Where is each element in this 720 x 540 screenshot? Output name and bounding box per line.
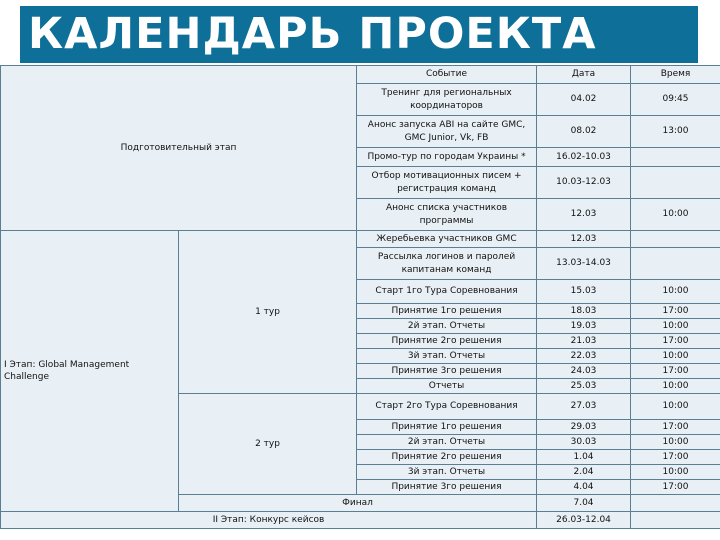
time-cell: 17:00 [631,450,720,465]
date-cell: 24.03 [537,364,631,379]
round-label-2: 2 тур [179,394,357,495]
date-cell: 18.03 [537,304,631,319]
time-cell: 10:00 [631,319,720,334]
time-cell [631,495,720,512]
time-cell: 13:00 [631,116,720,148]
time-cell: 17:00 [631,480,720,495]
time-cell [631,148,720,167]
calendar-table [0,65,720,529]
date-cell: 30.03 [537,435,631,450]
date-cell: 10.03-12.03 [537,167,631,199]
date-cell: 19.03 [537,319,631,334]
date-cell: 12.03 [537,231,631,248]
stage-label-prep: Подготовительный этап [1,66,357,231]
event-cell: 2й этап. Отчеты [357,319,537,334]
date-cell: 4.04 [537,480,631,495]
final-label: Финал [179,495,537,512]
event-cell: 2й этап. Отчеты [357,435,537,450]
event-cell: Принятие 2го решения [357,334,537,349]
date-cell: 27.03 [537,394,631,420]
event-cell: Отчеты [357,379,537,394]
header-event: Событие [357,66,537,84]
time-cell: 10:00 [631,379,720,394]
time-cell [631,248,720,280]
time-cell: 17:00 [631,304,720,319]
event-cell: Анонс списка участников программы [357,199,537,231]
time-cell: 09:45 [631,84,720,116]
time-cell: 10:00 [631,465,720,480]
round-label-1: 1 тур [179,231,357,394]
table-header-row [1,66,720,84]
table-row [1,231,720,248]
event-cell: Принятие 3го решения [357,480,537,495]
page-title: КАЛЕНДАРЬ ПРОЕКТА [20,6,698,63]
event-cell: Принятие 3го решения [357,364,537,379]
time-cell [631,512,720,529]
event-cell: Старт 2го Тура Соревнования [357,394,537,420]
time-cell: 10:00 [631,199,720,231]
date-cell: 21.03 [537,334,631,349]
date-cell: 7.04 [537,495,631,512]
time-cell: 10:00 [631,349,720,364]
date-cell: 26.03-12.04 [537,512,631,529]
time-cell [631,167,720,199]
date-cell: 08.02 [537,116,631,148]
header-date: Дата [537,66,631,84]
time-cell: 10:00 [631,280,720,304]
header-time: Время [631,66,720,84]
event-cell: 3й этап. Отчеты [357,465,537,480]
event-cell: Промо-тур по городам Украины * [357,148,537,167]
event-cell: Принятие 1го решения [357,420,537,435]
date-cell: 25.03 [537,379,631,394]
event-cell: 3й этап. Отчеты [357,349,537,364]
event-cell: Принятие 2го решения [357,450,537,465]
event-cell: Анонс запуска ABI на сайте GMC, GMC Junior, Vk, FB [357,116,537,148]
date-cell: 2.04 [537,465,631,480]
event-cell: Жеребьевка участников GMC [357,231,537,248]
event-cell: Принятие 1го решения [357,304,537,319]
time-cell: 17:00 [631,420,720,435]
stage-label-stage2: II Этап: Конкурс кейсов [1,512,537,529]
date-cell: 04.02 [537,84,631,116]
time-cell: 10:00 [631,394,720,420]
event-cell: Рассылка логинов и паролей капитанам команд [357,248,537,280]
date-cell: 13.03-14.03 [537,248,631,280]
event-cell: Отбор мотивационных писем + регистрация команд [357,167,537,199]
time-cell: 17:00 [631,334,720,349]
event-cell: Старт 1го Тура Соревнования [357,280,537,304]
time-cell: 10:00 [631,435,720,450]
time-cell [631,231,720,248]
date-cell: 15.03 [537,280,631,304]
date-cell: 29.03 [537,420,631,435]
date-cell: 22.03 [537,349,631,364]
date-cell: 16.02-10.03 [537,148,631,167]
stage-label-stage1: I Этап: Global Management Challenge [1,231,179,512]
date-cell: 1.04 [537,450,631,465]
table-row [1,512,720,529]
time-cell: 17:00 [631,364,720,379]
event-cell: Тренинг для региональных координаторов [357,84,537,116]
date-cell: 12.03 [537,199,631,231]
